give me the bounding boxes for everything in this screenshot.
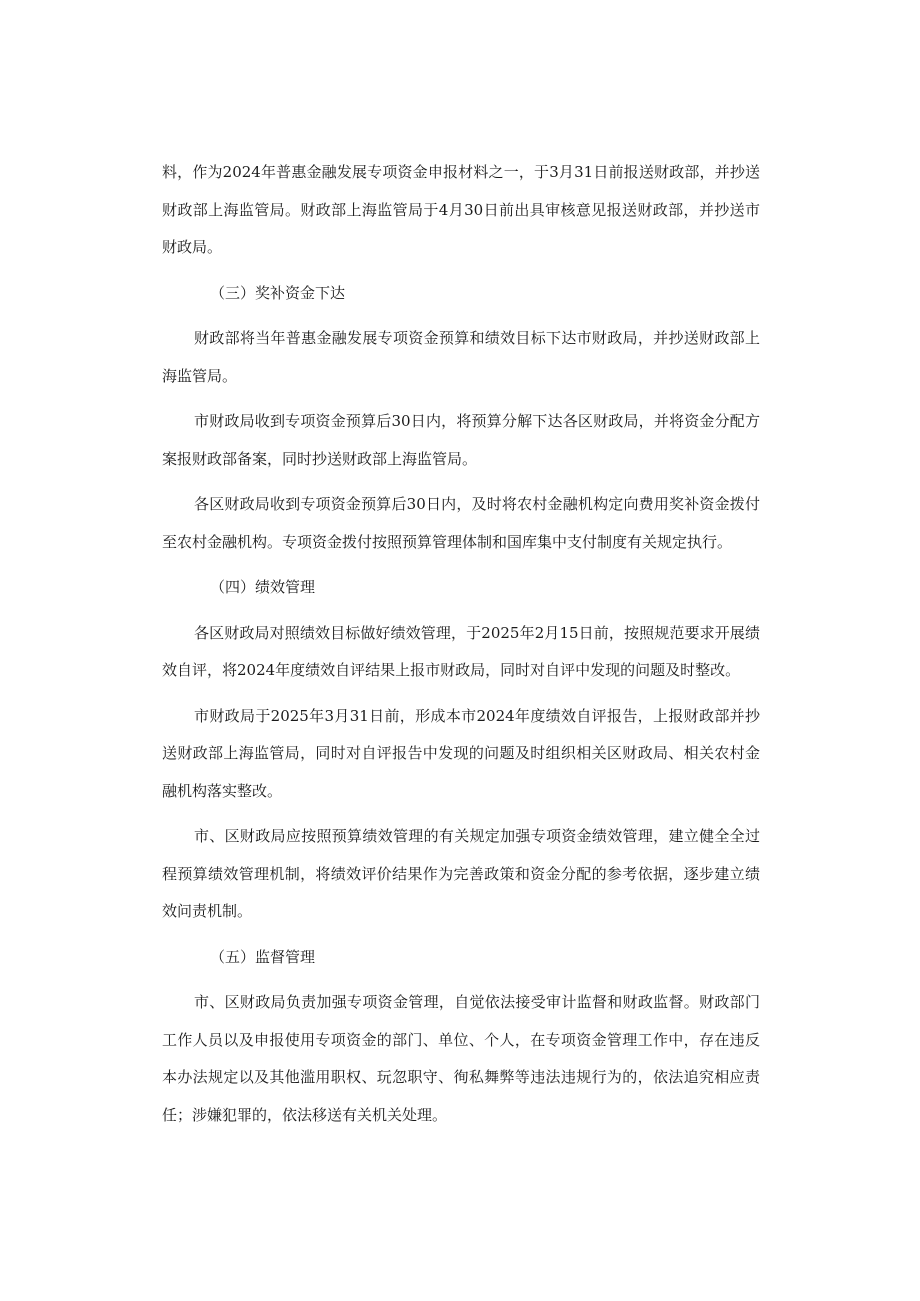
- paragraph: 各区财政局对照绩效目标做好绩效管理，于2025年2月15日前，按照规范要求开展绩效自评，将2024年度绩效自评结果上报市财政局，同时对自评中发现的问题及时整改。: [162, 623, 760, 679]
- document-body: [162, 154, 760, 1142]
- paragraph: 市财政局收到专项资金预算后30日内，将预算分解下达各区财政局，并将资金分配方案报财政部备案，同时抄送财政部上海监管局。: [162, 412, 760, 468]
- paragraph: 市、区财政局负责加强专项资金管理，自觉依法接受审计监督和财政监督。财政部门工作人员以及申报使用专项资金的部门、单位、个人，在专项资金管理工作中，存在违反本办法规定以及其他滥用职权、玩忽职守、徇私舞弊等违法违规行为的，依法追究相应责任；涉嫌犯罪的，依法移送有关机关处理。: [162, 993, 760, 1124]
- paragraph: 市财政局于2025年3月31日前，形成本市2024年度绩效自评报告，上报财政部并抄送财政部上海监管局，同时对自评报告中发现的问题及时组织相关区财政局、相关农村金融机构落实整改。: [162, 706, 760, 800]
- section-heading-3: （三）奖补资金下达: [210, 283, 346, 302]
- section-heading-5: （五）监督管理: [210, 947, 316, 966]
- paragraph: 财政部将当年普惠金融发展专项资金预算和绩效目标下达市财政局，并抄送财政部上海监管局。: [162, 329, 760, 385]
- section-heading-4: （四）绩效管理: [210, 578, 316, 596]
- paragraph-continuation: 料，作为2024年普惠金融发展专项资金申报材料之一，于3月31日前报送财政部，并抄送财政部上海监管局。财政部上海监管局于4月30日前出具审核意见报送财政部，并抄送市财政局。: [162, 163, 760, 256]
- paragraph: 各区财政局收到专项资金预算后30日内，及时将农村金融机构定向费用奖补资金拨付至农村金融机构。专项资金拨付按照预算管理体制和国库集中支付制度有关规定执行。: [162, 495, 760, 551]
- paragraph: 市、区财政局应按照预算绩效管理的有关规定加强专项资金绩效管理，建立健全全过程预算绩效管理机制，将绩效评价结果作为完善政策和资金分配的参考依据，逐步建立绩效问责机制。: [162, 827, 760, 920]
